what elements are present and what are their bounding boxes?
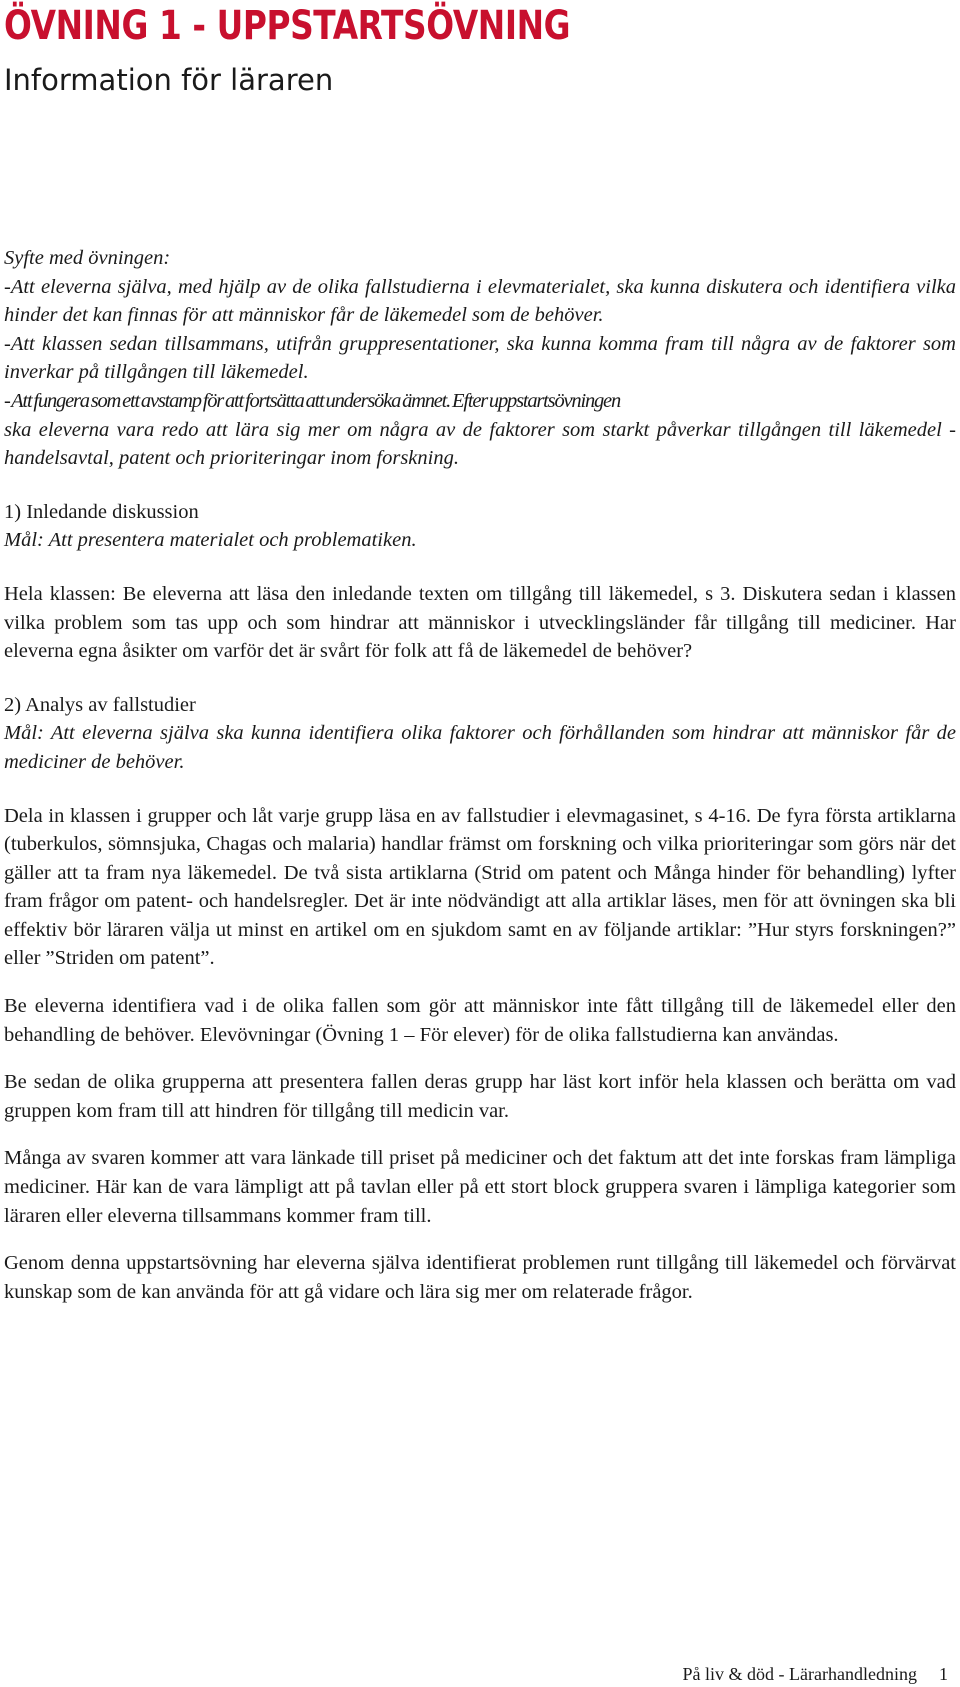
section-1-heading: 1) Inledande diskussion [4, 500, 199, 523]
page-footer [683, 1664, 948, 1684]
page-number: 1 [939, 1664, 948, 1684]
section-2-paragraph-2: Be eleverna identifiera vad i de olika fallen som gör att människor inte fått tillgång till de läkemedel eller den behandling de behöver. Elevövningar (Övning 1 – För elever) för de olika fallstudierna kan användas. [4, 995, 956, 1046]
section-2-paragraph-1: Dela in klassen i grupper och låt varje grupp läsa en av fallstudier i elevmagasinet, s 4-16. De fyra första artiklarna (tuberkulos, sömnsjuka, Chagas och malaria) handlar främst om forskning och vilka prioriteringar som görs när det gäller att ta fram nya läkemedel. De två sista artiklarna (Strid om patent och Många hinder för behandling) lyfter fram frågor om patent- och handelsregler. Det är inte nödvändigt att alla artiklar läses, men för att övningen ska bli effektiv bör läraren välja ut minst en artikel om en sjukdom samt en av följande artiklar: ”Hur styrs forskningen?” eller ”Striden om patent”. [4, 804, 956, 970]
purpose-point-1: -Att eleverna själva, med hjälp av de olika fallstudierna i elevmaterialet, ska kunna diskutera och identifiera vilka hinder det kan finnas för att människor får de läkemedel som de behöver. [4, 275, 956, 327]
section-2-paragraph-3: Be sedan de olika grupperna att presentera fallen deras grupp har läst kort inför hela klassen och berätta om vad gruppen kom fram till att hindren för tillgång till medicin var. [4, 1071, 956, 1122]
page-title: ÖVNING 1 - UPPSTARTSÖVNING [4, 3, 571, 49]
section-2-heading: 2) Analys av fallstudier [4, 693, 196, 716]
section-1-goal: Mål: Att presentera materialet och problematiken. [4, 529, 417, 552]
purpose-point-3-lead: - Att fungera som ett avstamp för att fortsätta att undersöka ämnet. Efter uppstartsövningen [4, 389, 620, 412]
purpose-point-3-rest: ska eleverna vara redo att lära sig mer om några av de faktorer som starkt påverkar tillgången till läkemedel - handelsavtal, patent och prioriteringar inom forskning. [4, 418, 956, 470]
document-body [4, 244, 956, 1306]
section-2-paragraph-5: Genom denna uppstartsövning har eleverna själva identifierat problemen runt tillgång till läkemedel och förvärvat kunskap som de kan använda för att gå vidare och lära sig mer om relaterade frågor. [4, 1252, 956, 1303]
section-2-paragraph-4: Många av svaren kommer att vara länkade till priset på mediciner och det faktum att det inte forskas fram lämpliga mediciner. Här kan de vara lämpligt att på tavlan eller på ett stort block gruppera svaren i lämpliga kategorier som läraren eller eleverna tillsammans kommer fram till. [4, 1147, 956, 1227]
section-1-paragraph: Hela klassen: Be eleverna att läsa den inledande texten om tillgång till läkemedel, s 3. Diskutera sedan i klassen vilka problem som tas upp och som hindrar att människor i utvecklingsländer får tillgång till mediciner. Har eleverna egna åsikter om varför det är svårt för folk att få de läkemedel de behöver? [4, 582, 956, 663]
purpose-point-2: -Att klassen sedan tillsammans, utifrån gruppresentationer, ska kunna komma fram till några av de faktorer som inverkar på tillgången till läkemedel. [4, 332, 956, 384]
footer-text: På liv & död - Lärarhandledning [682, 1664, 917, 1684]
page-subtitle: Information för läraren [4, 63, 334, 97]
purpose-heading: Syfte med övningen: [4, 247, 171, 269]
section-2-goal: Mål: Att eleverna själva ska kunna identifiera olika faktorer och förhållanden som hindrar att människor får de mediciner de behöver. [4, 722, 956, 773]
